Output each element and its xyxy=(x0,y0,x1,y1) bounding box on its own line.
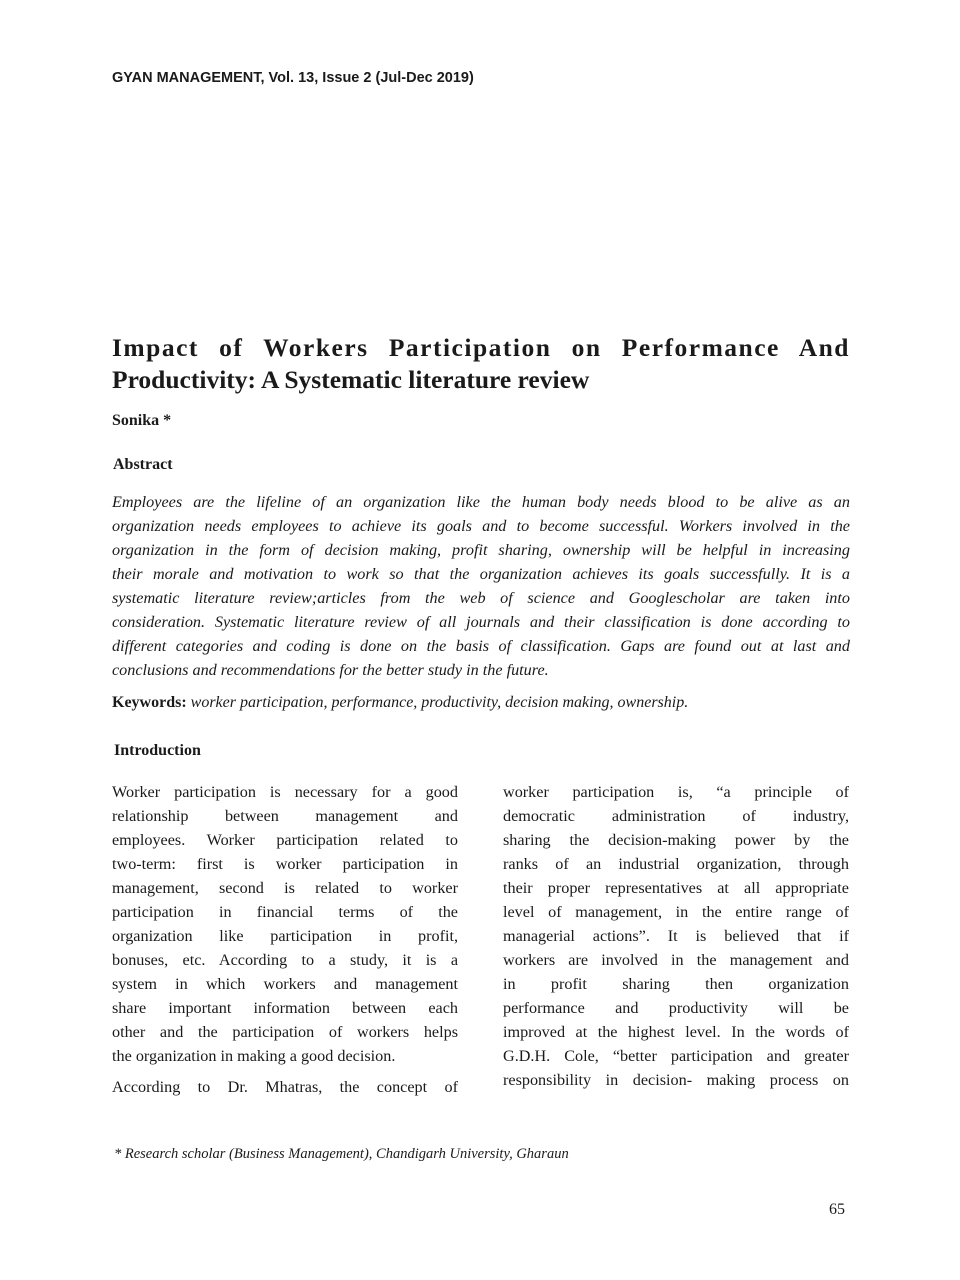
text-line: managerial actions”. It is believed that if xyxy=(503,927,849,945)
abstract-line: systematic literature review;articles from the web of science and Googlescholar are taken into xyxy=(112,589,850,607)
text-line: Worker participation is necessary for a good xyxy=(112,783,458,801)
abstract-line: Employees are the lifeline of an organization like the human body needs blood to be alive as an xyxy=(112,493,850,511)
abstract-line: their morale and motivation to work so that the organization achieves its goals successfully. It is a xyxy=(112,565,850,583)
text-line: improved at the highest level. In the words of xyxy=(503,1023,849,1041)
journal-header: GYAN MANAGEMENT, Vol. 13, Issue 2 (Jul-Dec 2019) xyxy=(112,70,474,86)
paragraph xyxy=(112,1075,458,1099)
text-line: employees. Worker participation related to xyxy=(112,831,458,849)
keywords-list: worker participation, performance, productivity, decision making, ownership. xyxy=(186,694,689,711)
text-line: their proper representatives at all appropriate xyxy=(503,879,849,897)
footnote: * Research scholar (Business Management), Chandigarh University, Gharaun xyxy=(114,1146,569,1162)
keywords xyxy=(112,694,688,712)
title-line-1: Impact of Workers Participation on Performance And xyxy=(112,333,850,362)
text-line: in profit sharing then organization xyxy=(503,975,849,993)
text-line: organization like participation in profit, xyxy=(112,927,458,945)
text-line: According to Dr. Mhatras, the concept of xyxy=(112,1078,458,1096)
abstract-line: organization needs employees to achieve its goals and to become successful. Workers involved in the xyxy=(112,517,850,535)
text-line: other and the participation of workers helps xyxy=(112,1023,458,1041)
introduction-heading: Introduction xyxy=(114,742,201,759)
page-number: 65 xyxy=(829,1201,845,1218)
text-line: level of management, in the entire range of xyxy=(503,903,849,921)
text-line: relationship between management and xyxy=(112,807,458,825)
right-column xyxy=(503,780,849,1092)
keywords-label: Keywords: xyxy=(112,694,187,711)
text-line: democratic administration of industry, xyxy=(503,807,849,825)
text-line: the organization in making a good decision. xyxy=(112,1047,396,1065)
text-line: workers are involved in the management and xyxy=(503,951,849,969)
abstract-body xyxy=(112,490,850,682)
abstract-heading: Abstract xyxy=(113,456,173,473)
text-line: ranks of an industrial organization, through xyxy=(503,855,849,873)
paper-title xyxy=(112,332,850,396)
text-line: sharing the decision-making power by the xyxy=(503,831,849,849)
abstract-line: consideration. Systematic literature review of all journals and their classification is done according to xyxy=(112,613,850,631)
text-line: management, second is related to worker xyxy=(112,879,458,897)
author: Sonika * xyxy=(112,412,172,429)
title-line-2: Productivity: A Systematic literature review xyxy=(112,365,590,394)
abstract-line: conclusions and recommendations for the better study in the future. xyxy=(112,661,549,679)
paragraph xyxy=(112,780,458,1068)
text-line: performance and productivity will be xyxy=(503,999,849,1017)
text-line: two-term: first is worker participation in xyxy=(112,855,458,873)
text-line: participation in financial terms of the xyxy=(112,903,458,921)
text-line: share important information between each xyxy=(112,999,458,1017)
text-line: worker participation is, “a principle of xyxy=(503,783,849,801)
text-line: responsibility in decision- making process on xyxy=(503,1071,849,1089)
abstract-line: different categories and coding is done on the basis of classification. Gaps are found out at last and xyxy=(112,637,850,655)
text-line: bonuses, etc. According to a study, it is a xyxy=(112,951,458,969)
abstract-line: organization in the form of decision making, profit sharing, ownership will be helpful in increasing xyxy=(112,541,850,559)
text-line: system in which workers and management xyxy=(112,975,458,993)
text-line: G.D.H. Cole, “better participation and greater xyxy=(503,1047,849,1065)
left-column xyxy=(112,780,458,1099)
